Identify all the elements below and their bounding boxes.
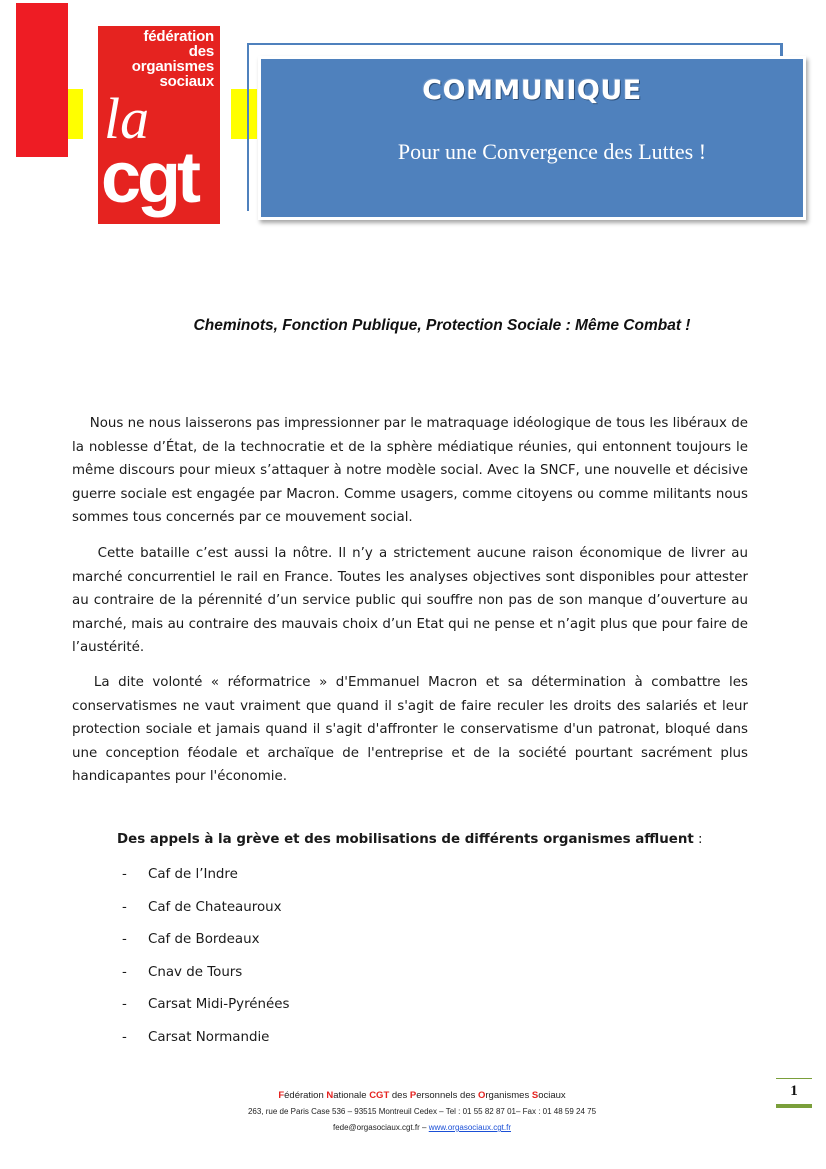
list-intro-bold: Des appels à la grève et des mobilisations de différents organismes affluent [117,832,694,847]
banner-frame-corner [780,43,783,57]
logo-line: sociaux [159,73,214,90]
footer-initial: O [478,1090,486,1101]
logo-cgt: cgt [101,138,197,218]
paragraph-1 [72,412,748,530]
page-number: 1 [776,1078,812,1108]
logo-line: fédération [143,28,214,45]
list-dash: - [122,1029,127,1045]
list-item-text: Caf de Bordeaux [148,932,260,948]
list-dash: - [122,867,127,882]
list-item [122,994,289,1027]
page-footer [222,1088,622,1136]
logo-line: organismes [131,58,214,75]
footer-word: édération [284,1090,327,1101]
list-dash: - [122,932,127,948]
logo-line: des [188,43,214,60]
communique-banner [258,56,806,220]
footer-word: ociaux [538,1090,566,1101]
document-heading: Cheminots, Fonction Publique, Protection Sociale : Même Combat ! [193,317,691,334]
footer-initial: F [278,1090,285,1101]
list-item [122,929,289,962]
paragraph-text: La dite volonté « réformatrice » d'Emmanuel Macron et sa détermination à combattre les conservatismes ne vaut vraiment que quand il s'agit de faire reculer les droits des salariés et leur protection sociale et jamais quand il s'agit d'affronter le conservatisme d'un patronat, bloqué dans une conception féodale et archaïque de l'entreprise et de la société pourtant sacrément plus handicapantes pour l'économie. [72,675,748,784]
logo-la: la [104,86,150,151]
paragraph-2 [72,542,748,660]
footer-address: 263, rue de Paris Case 536 – 93515 Montreuil Cedex – Tel : 01 55 82 87 01– Fax : 01 48 59 24 75 [247,1107,597,1116]
footer-org-name [222,1088,622,1104]
list-dash: - [122,899,127,915]
footer-word: ationale [333,1090,370,1101]
list-dash: - [122,964,127,980]
list-item [122,1027,289,1060]
footer-word: des [389,1090,410,1101]
list-intro-tail: : [693,832,703,847]
footer-word: ersonnels des [416,1090,478,1101]
list-item [122,864,289,897]
footer-website-link[interactable]: www.orgasociaux.cgt.fr [428,1123,511,1132]
list-item-text: Carsat Normandie [148,1029,270,1045]
list-intro [117,832,703,847]
footer-email: fede@orgasociaux.cgt.fr [332,1123,420,1132]
decor-yellow-bar-left [68,89,83,139]
banner-subtitle: Pour une Convergence des Luttes ! [397,139,707,164]
organismes-list [122,864,289,1060]
footer-initial: N [326,1090,334,1101]
banner-title: COMMUNIQUE [422,75,642,106]
list-item-text: Caf de Chateauroux [148,899,282,915]
list-dash: - [122,997,127,1013]
paragraph-text: Nous ne nous laisserons pas impressionner par le matraquage idéologique de tous les libéraux de la noblesse d’État, de la technocratie et de la sphère médiatique réunies, qui entonnent toujours le même discours pour mieux s’attaquer à notre modèle social. Avec la SNCF, une nouvelle et décisive guerre sociale est engagée par Macron. Comme usagers, comme citoyens ou comme militants nous sommes tous concernés par ce mouvement social. [72,416,748,525]
decor-red-bar [16,3,68,157]
footer-cgt: CGT [369,1090,390,1101]
footer-word: rganismes [485,1090,532,1101]
footer-separator: – [419,1123,429,1132]
list-item-text: Carsat Midi-Pyrénées [148,997,290,1013]
list-item-text: Cnav de Tours [148,964,243,980]
paragraph-text: Cette bataille c’est aussi la nôtre. Il n’y a strictement aucune raison économique de livrer au marché concurrentiel le rail en France. Toutes les analyses objectives sont disponibles pour attester au contraire de la pérennité d’un service public qui souffre non pas de son manque d’ouverture au marché, mais au contraire des mauvais choix d’un Etat qui ne pense et n’agit plus que pour faire de l’austérité. [72,546,749,655]
footer-initial: S [531,1090,539,1101]
list-item-text: Caf de l’Indre [148,867,238,882]
logo-federation-text [98,29,220,89]
footer-initial: P [409,1090,417,1101]
list-item [122,962,289,995]
cgt-logo [98,26,220,224]
list-item [122,897,289,930]
footer-contact [222,1120,622,1136]
paragraph-3 [72,671,748,789]
